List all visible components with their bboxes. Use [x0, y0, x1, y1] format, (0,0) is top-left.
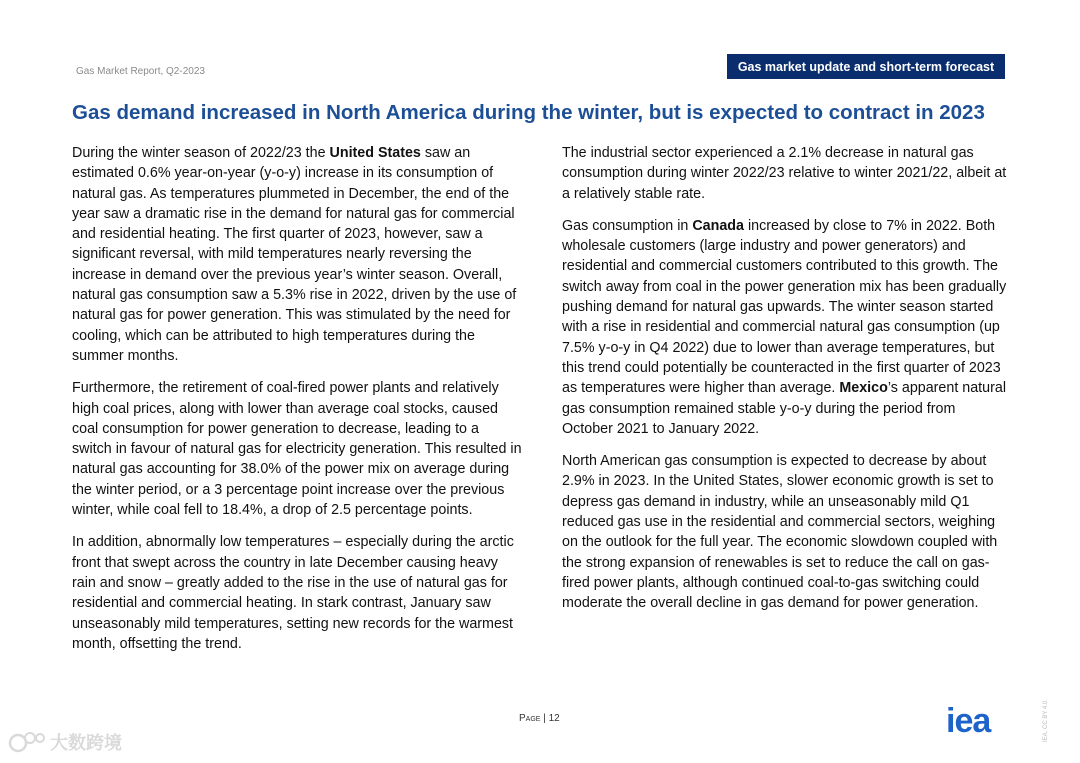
page-title: Gas demand increased in North America during the winter, but is expected to contract in 2023 — [72, 101, 985, 124]
watermark-icon — [8, 729, 46, 755]
country-mexico: Mexico — [839, 380, 888, 397]
paragraph-canada-mexico: Gas consumption in Canada increased by close to 7% in 2022. Both wholesale customers (large industry and power generators) and residential and commercial customers contributed to this growth. The switch away from coal in the power generation mix has been gradually pushing demand for natural gas upwards. The winter season started with a rise in residential and commercial natural gas consumption (up 7.5% y-o-y in Q4 2022) due to lower than average temperatures, but this trend could potentially be counteracted in the first quarter of 2023 as temperatures were higher than average. Mexico’s apparent natural gas consumption remained stable y-o-y during the period from October 2021 to January 2022. — [562, 217, 1007, 437]
watermark — [8, 729, 122, 755]
page-number: Page | 12 — [519, 713, 560, 724]
watermark-text: 大数跨境 — [50, 733, 122, 753]
country-united-states: United States — [329, 145, 421, 161]
paragraph-industrial-sector: The industrial sector experienced a 2.1% decrease in natural gas consumption during winter 2022/23 relative to winter 2021/22, albeit at a relatively stable rate. — [562, 145, 1007, 202]
paragraph-us-winter: During the winter season of 2022/23 the United States saw an estimated 0.6% year-on-year (y-o-y) increase in its consumption of natural gas. As temperatures plummeted in December, the end of the year saw a dramatic rise in the demand for natural gas for commercial and residential heating. The first quarter of 2023, however, saw a significant reversal, with mild temperatures nearly reversing the increase in demand over the previous year’s winter season. Overall, natural gas consumption saw a 5.3% rise in 2022, driven by the use of natural gas for power generation. This was stimulated by the need for cooling, which can be attributed to high temperatures during the summer months. — [72, 145, 517, 364]
iea-logo: iea — [946, 702, 991, 740]
left-column — [72, 143, 522, 666]
section-banner: Gas market update and short-term forecast — [727, 54, 1005, 79]
license-text: IEA. CC BY 4.0. — [1043, 699, 1049, 742]
paragraph-low-temperatures: In addition, abnormally low temperatures – especially during the arctic front that swept across the country in late December causing heavy rain and snow – greatly added to the rise in the use of natural gas for residential and commercial heating. In stark contrast, January saw unseasonably mild temperatures, setting new records for the warmest month, offsetting the trend. — [72, 534, 514, 652]
paragraph-north-america-outlook: North American gas consumption is expected to decrease by about 2.9% in 2023. In the United States, slower economic growth is set to depress gas demand in industry, while an unseasonably mild Q1 reduced gas use in the residential and commercial sectors, weighing on the outlook for the full year. The economic slowdown coupled with the strong expansion of renewables is set to reduce the call on gas-fired power plants, although continued coal-to-gas switching could moderate the overall decline in gas demand for power generation. — [562, 453, 998, 612]
report-name: Gas Market Report, Q2-2023 — [76, 66, 205, 77]
country-canada: Canada — [692, 217, 744, 234]
paragraph-coal-retirement: Furthermore, the retirement of coal-fired power plants and relatively high coal prices, along with lower than average coal stocks, caused coal consumption for power generation to decrease, leading to a switch in favour of natural gas for electricity generation. This resulted in natural gas accounting for 38.0% of the power mix on average during the winter period, or a 3 percentage point increase over the previous winter, while coal fell to 18.4%, a drop of 2.5 percentage points. — [72, 380, 522, 519]
right-column — [562, 143, 1010, 626]
